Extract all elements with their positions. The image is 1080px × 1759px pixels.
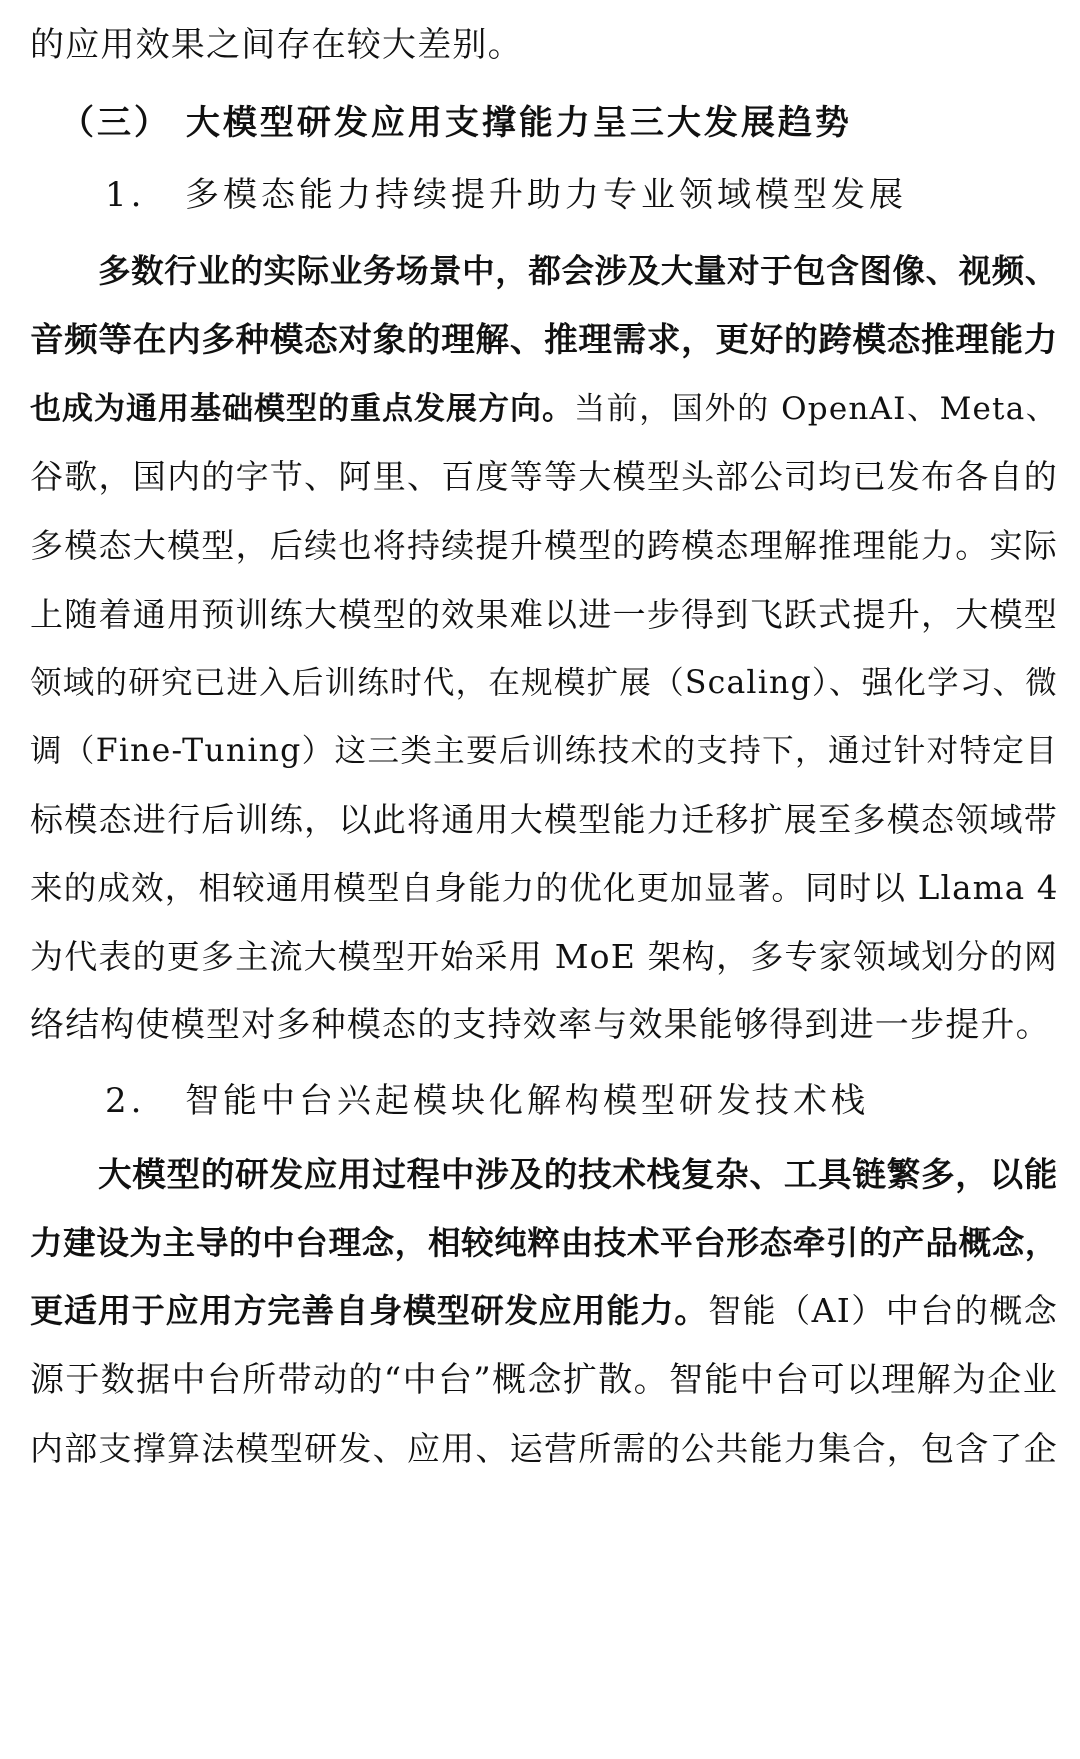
subsection-heading-2 bbox=[105, 1066, 1058, 1136]
paragraph-line bbox=[30, 1208, 1058, 1278]
line-text: 多数行业的实际业务场景中，都会涉及大量对于包含图像、视频、 bbox=[98, 252, 1058, 290]
line-text: 智能（AI）中台的概念 bbox=[708, 1291, 1058, 1330]
line-text: 音频等在内多种模态对象的理解、推理需求，更好的跨模态推理能力 bbox=[30, 320, 1058, 359]
paragraph-line bbox=[30, 10, 1058, 80]
paragraph-line bbox=[30, 990, 1058, 1060]
paragraph-line bbox=[30, 716, 1058, 786]
paragraph-line bbox=[30, 785, 1058, 855]
paragraph-line bbox=[30, 236, 1058, 306]
line-text: 多模态大模型，后续也将持续提升模型的跨模态理解推理能力。实际 bbox=[30, 526, 1058, 565]
line-text: 为代表的更多主流大模型开始采用 MoE 架构，多专家领域划分的网 bbox=[30, 937, 1059, 976]
paragraph-line bbox=[30, 853, 1058, 923]
paragraph-line bbox=[30, 305, 1058, 375]
line-text: 调（Fine-Tuning）这三类主要后训练技术的支持下，通过针对特定目 bbox=[30, 733, 1058, 769]
paragraph-line bbox=[30, 511, 1058, 581]
paragraph-line bbox=[30, 1276, 1058, 1346]
paragraph-line bbox=[30, 374, 1058, 444]
heading-number: 2. bbox=[105, 1081, 146, 1121]
line-text: 力建设为主导的中台理念，相较纯粹由技术平台形态牵引的产品概念， bbox=[30, 1224, 1058, 1262]
subsection-heading-1 bbox=[105, 160, 1058, 230]
line-text: 内部支撑算法模型研发、应用、运营所需的公共能力集合，包含了企 bbox=[30, 1429, 1058, 1468]
paragraph-line bbox=[30, 1140, 1058, 1210]
paragraph-line bbox=[30, 1345, 1058, 1415]
line-text: 谷歌，国内的字节、阿里、百度等等大模型头部公司均已发布各自的 bbox=[30, 457, 1058, 496]
line-text: 络结构使模型对多种模态的支持效率与效果能够得到进一步提升。 bbox=[30, 1005, 1051, 1045]
paragraph-line bbox=[30, 442, 1058, 512]
paragraph-line bbox=[30, 1414, 1058, 1484]
bold-lead-text: 更适用于应用方完善自身模型研发应用能力。 bbox=[30, 1291, 709, 1330]
section-heading bbox=[60, 88, 1058, 158]
bold-lead-text: 也成为通用基础模型的重点发展方向。 bbox=[30, 391, 575, 427]
heading-text: （三） 大模型研发应用支撑能力呈三大发展趋势 bbox=[60, 103, 852, 143]
heading-number: 1. bbox=[105, 175, 146, 215]
paragraph-line bbox=[30, 648, 1058, 718]
line-text: 当前，国外的 OpenAI、Meta、 bbox=[574, 391, 1059, 427]
line-text: 的应用效果之间存在较大差别。 bbox=[30, 25, 523, 65]
paragraph-line bbox=[30, 922, 1058, 992]
line-text: 大模型的研发应用过程中涉及的技术栈复杂、工具链繁多，以能 bbox=[98, 1155, 1058, 1194]
paragraph-line bbox=[30, 580, 1058, 650]
line-text: 源于数据中台所带动的“中台”概念扩散。智能中台可以理解为企业 bbox=[30, 1360, 1058, 1400]
heading-text: 智能中台兴起模块化解构模型研发技术栈 bbox=[185, 1081, 869, 1121]
line-text: 领域的研究已进入后训练时代，在规模扩展（Scaling）、强化学习、微 bbox=[30, 665, 1058, 701]
line-text: 上随着通用预训练大模型的效果难以进一步得到飞跃式提升，大模型 bbox=[30, 595, 1058, 634]
line-text: 来的成效，相较通用模型自身能力的优化更加显著。同时以 Llama 4 bbox=[30, 869, 1059, 907]
line-text: 标模态进行后训练，以此将通用大模型能力迁移扩展至多模态领域带 bbox=[30, 800, 1058, 839]
heading-text: 多模态能力持续提升助力专业领域模型发展 bbox=[185, 175, 907, 215]
